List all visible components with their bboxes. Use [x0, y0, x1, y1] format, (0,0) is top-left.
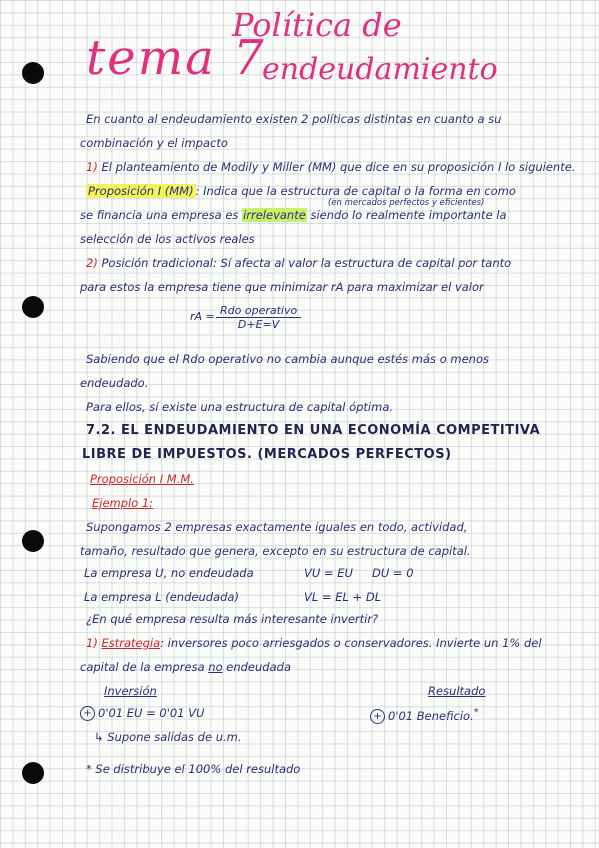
note-text: 0'01 EU = 0'01 VU	[98, 706, 205, 720]
item-number: 2)	[86, 256, 98, 270]
note-text: capital de la empresa	[80, 660, 205, 674]
binder-hole	[22, 296, 44, 318]
inversion-heading: Inversión	[104, 684, 157, 698]
note-line: selección de los activos reales	[80, 232, 255, 246]
note-text: El planteamiento de Modily y Miller (MM) que dice en su proposición I lo siguiente.	[101, 160, 576, 174]
note-text: se financia una empresa es	[80, 208, 239, 222]
note-line: ¿En qué empresa resulta más interesante invertir?	[86, 612, 379, 626]
note-annotation: (en mercados perfectos y eficientes)	[328, 198, 485, 208]
plus-circle-icon: +	[370, 709, 385, 724]
note-text: siendo lo realmente importante la	[310, 208, 507, 222]
resultado-heading: Resultado	[428, 684, 486, 698]
plus-circle-icon: +	[80, 706, 95, 721]
note-line: para estos la empresa tiene que minimizar rA para maximizar el valor	[80, 280, 484, 294]
note-line: combinación y el impacto	[80, 136, 228, 150]
note-line: endeudado.	[80, 376, 149, 390]
note-line	[86, 160, 575, 174]
formula-numerator: Rdo operativo	[216, 304, 301, 318]
equation: VL = EL + DL	[304, 590, 382, 604]
formula-lhs: rA =	[190, 310, 215, 323]
binder-hole	[22, 62, 44, 84]
highlight-irrelevante: irrelevante	[243, 208, 306, 222]
section-heading: LIBRE DE IMPUESTOS. (MERCADOS PERFECTOS)	[82, 447, 452, 462]
note-text: Posición tradicional: Sí afecta al valor la estructura de capital por tanto	[101, 256, 512, 270]
note-line	[80, 660, 291, 674]
proposicion-label: Proposición I M.M.	[90, 472, 194, 486]
ejemplo-label: Ejemplo 1:	[92, 496, 154, 510]
binder-hole	[22, 762, 44, 784]
note-line: Sabiendo que el Rdo operativo no cambia aunque estés más o menos	[86, 352, 489, 366]
note-text: Supone salidas de u.m.	[107, 730, 242, 744]
note-text: : Indica que la estructura de capital o la forma en como	[195, 184, 516, 198]
binder-hole	[22, 530, 44, 552]
note-text: 0'01 Beneficio.	[388, 708, 474, 723]
note-text: endeudada	[226, 660, 291, 674]
resultado-value	[370, 706, 479, 724]
note-line	[94, 730, 242, 744]
highlight-proposicion: Proposición I (MM)	[88, 184, 194, 198]
title-politica: Política de	[232, 6, 402, 44]
formula-denominator: D+E=V	[237, 318, 280, 331]
note-text: : inversores poco arriesgados o conservadores. Invierte un 1% del	[160, 636, 542, 650]
note-line: La empresa U, no endeudada	[84, 566, 254, 580]
equation: VU = EU	[304, 566, 353, 580]
asterisk-mark: *	[473, 707, 479, 718]
note-line: Para ellos, sí existe una estructura de capital óptima.	[86, 400, 394, 414]
inversion-value	[80, 706, 204, 721]
arrow-icon: ↳	[94, 730, 104, 744]
note-line: tamaño, resultado que genera, excepto en su estructura de capital.	[80, 544, 471, 558]
note-line: La empresa L (endeudada)	[84, 590, 239, 604]
footnote: * Se distribuye el 100% del resultado	[86, 762, 301, 776]
title-tema: tema 7	[86, 30, 266, 86]
section-heading: 7.2. EL ENDEUDAMIENTO EN UNA ECONOMÍA COMPETITIVA	[86, 423, 541, 438]
note-line: Supongamos 2 empresas exactamente iguales en todo, actividad,	[86, 520, 468, 534]
formula	[190, 304, 301, 331]
equation: DU = 0	[372, 566, 414, 580]
note-line	[86, 256, 511, 270]
note-line	[80, 208, 507, 222]
item-number: 1)	[86, 636, 98, 650]
note-text-underlined: no	[208, 660, 223, 674]
note-line: En cuanto al endeudamiento existen 2 políticas distintas en cuanto a su	[86, 112, 502, 126]
note-line	[86, 636, 542, 650]
item-number: 1)	[86, 160, 98, 174]
estrategia-label: Estrategia	[101, 636, 161, 650]
title-endeudamiento: endeudamiento	[262, 52, 498, 87]
